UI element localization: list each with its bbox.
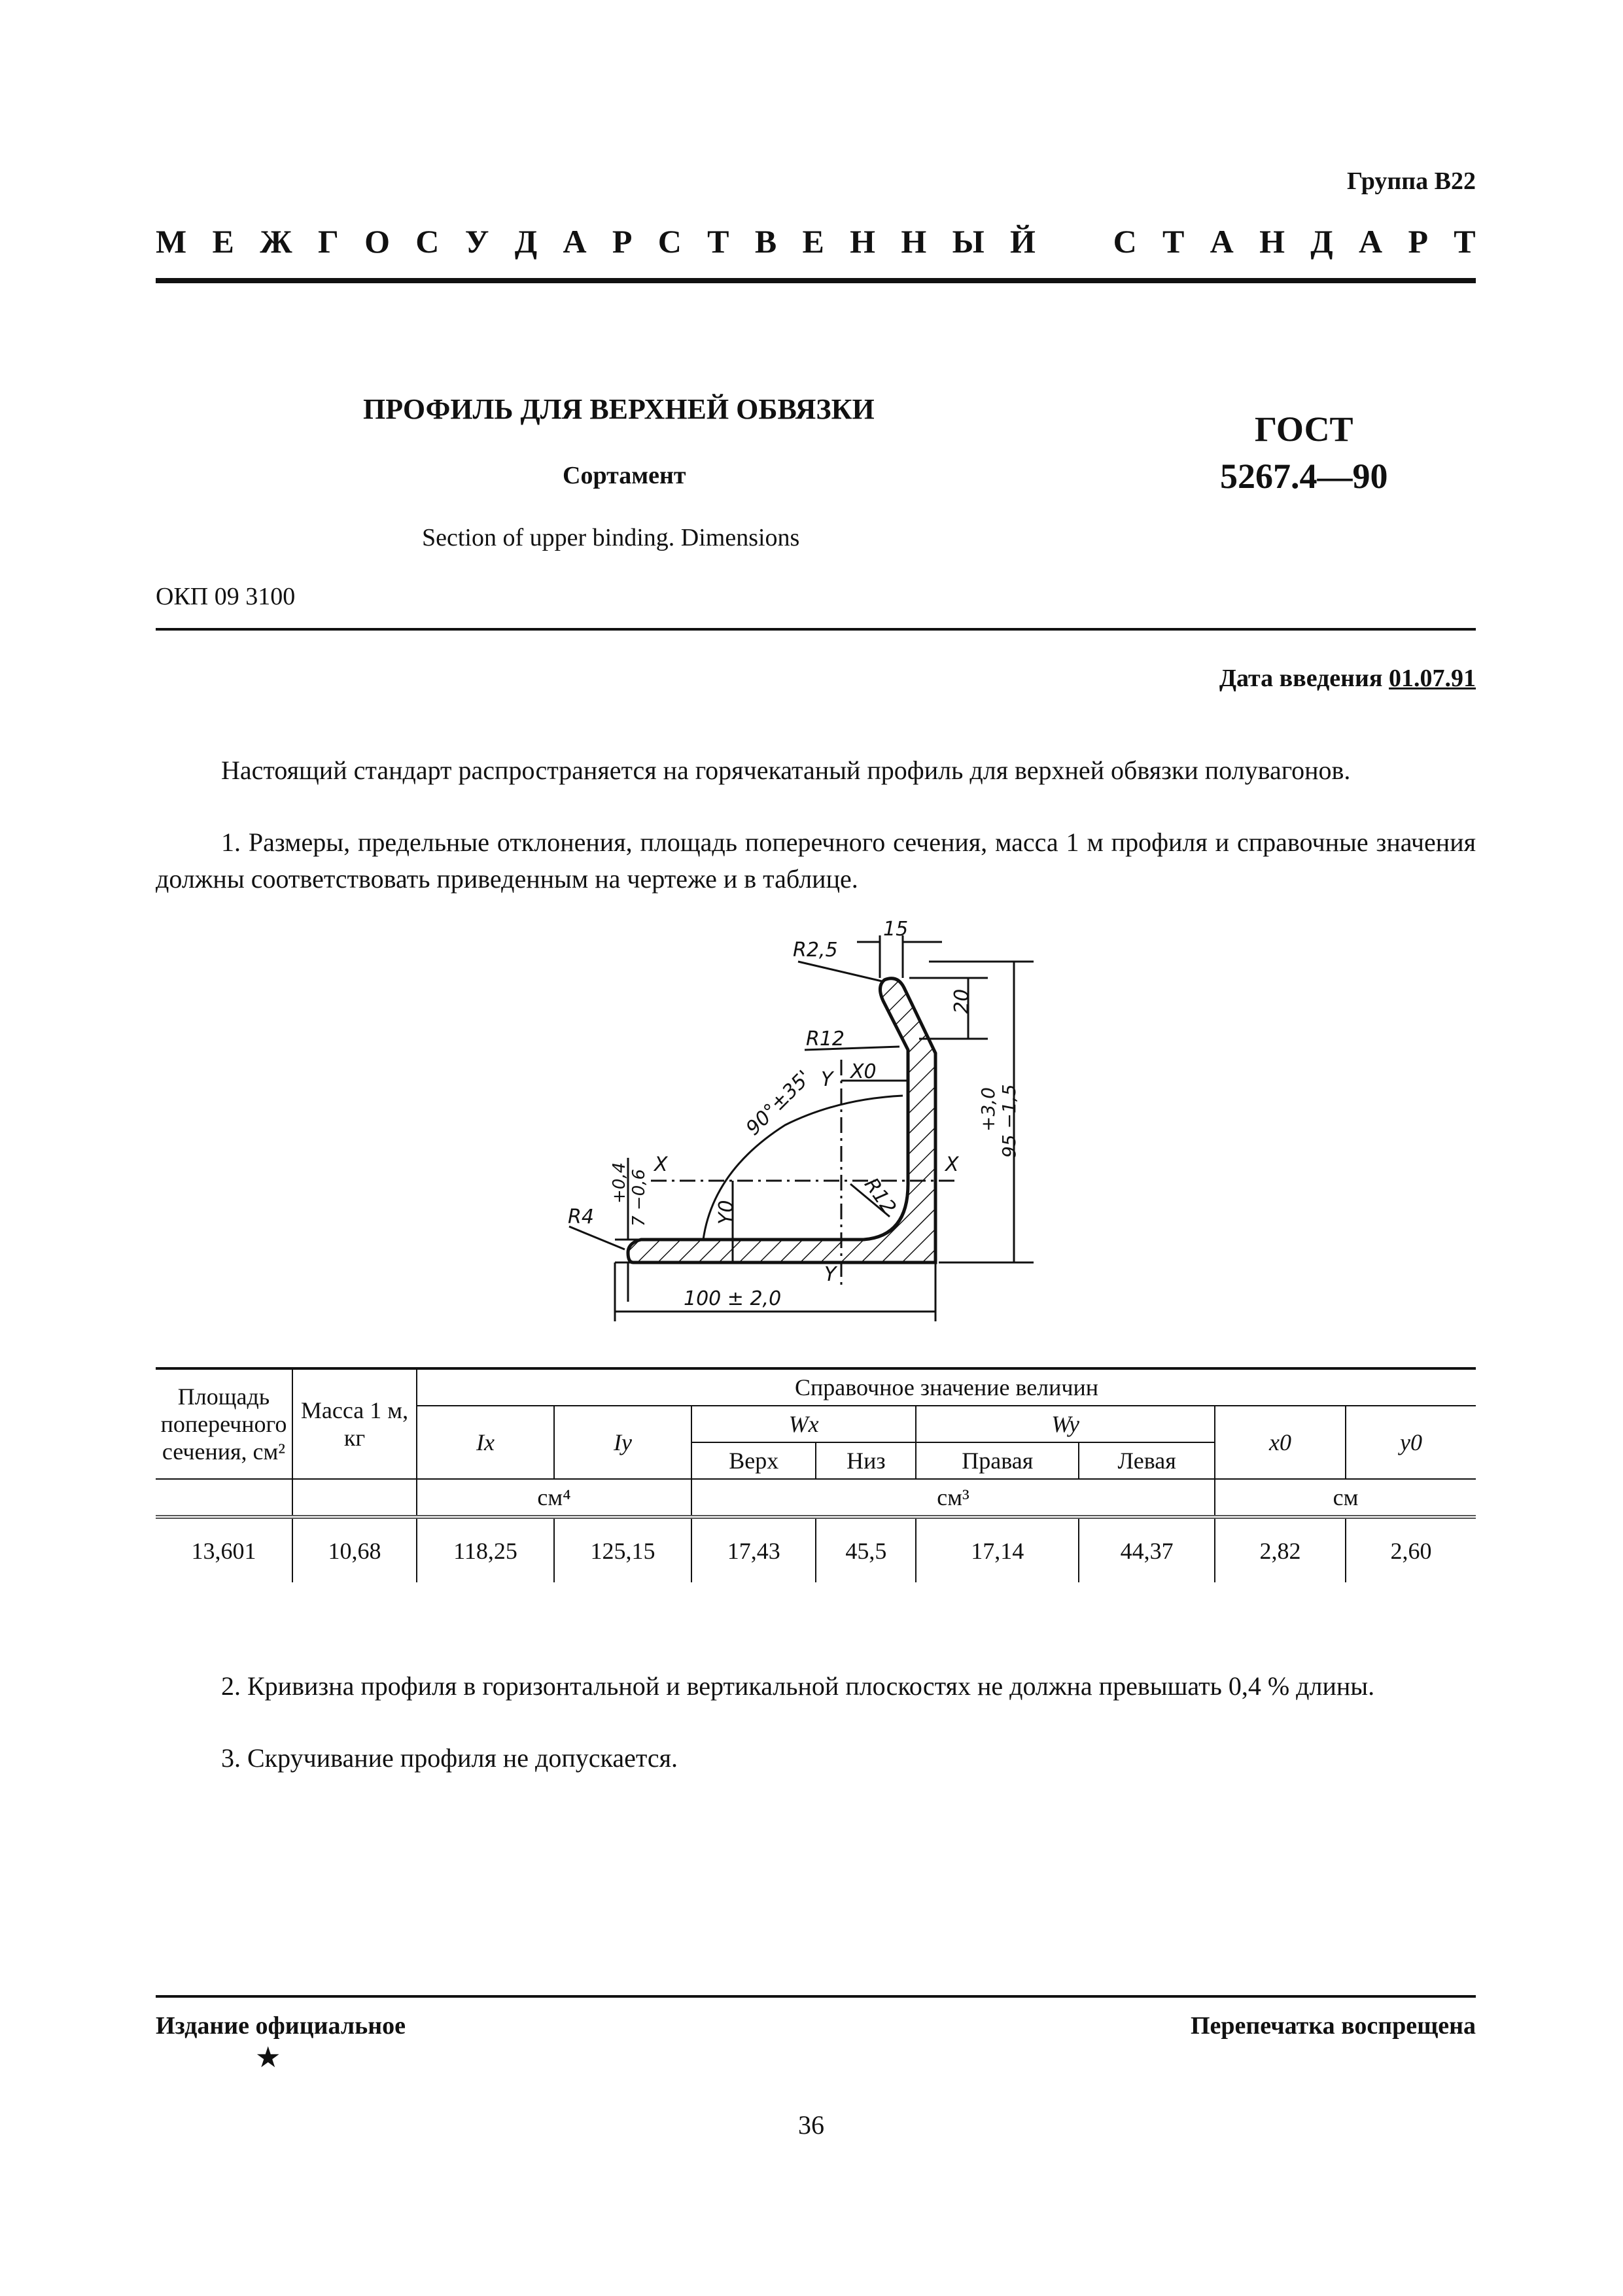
cell-area: 13,601 [156,1517,292,1582]
cell-wy-left: 44,37 [1079,1517,1215,1582]
unit-cm3: см³ [691,1479,1215,1517]
date-label: Дата введения [1219,665,1383,692]
heading-letter: Е [802,223,824,260]
units-blank-area [156,1479,292,1517]
cell-y0: 2,60 [1346,1517,1476,1582]
radius-2-5-label: R2,5 [793,939,838,962]
x0-label: X0 [850,1060,877,1083]
thickness-tolerance-plus: +0,4 [610,1162,629,1204]
interstate-standard-heading [156,222,1476,260]
scope-paragraph: Настоящий стандарт распространяется на горячекатаный профиль для верхней обвязки полувагонов. [221,756,1351,785]
header-wy-right: Правая [916,1442,1079,1479]
heading-letter: Т [1162,223,1185,260]
header-y0 [1346,1406,1476,1479]
cell-wy-right: 17,14 [916,1517,1079,1582]
heading-letter: С [657,223,682,260]
heading-letter: Ж [260,223,292,260]
heading-letter: Т [1454,223,1476,260]
header-ix [417,1406,554,1479]
heading-letter: Г [317,223,339,260]
header-wx-bottom: Низ [816,1442,916,1479]
clause-1: 1. Размеры, предельные отклонения, площадь поперечного сечения, масса 1 м профиля и справочные значения должны соответствовать приведенным на чертеже и в таблице. [156,827,1476,894]
cell-iy: 125,15 [554,1517,691,1582]
cell-wx-bottom: 45,5 [816,1517,916,1582]
heading-letter: Р [612,223,633,260]
wy-symbol: Wy [1051,1411,1079,1437]
wx-symbol: Wx [788,1411,819,1437]
header-rule [156,278,1476,283]
profile-properties-table [156,1367,1476,1582]
header-iy [554,1406,691,1479]
x-axis-left-label: X [654,1153,668,1176]
header-wx [691,1406,916,1442]
heading-letter: М [156,223,187,260]
height-tolerance-plus: +3,0 [977,1087,999,1132]
star-icon: ★ [255,2042,281,2074]
heading-letter: А [1359,223,1383,260]
heading-letter: А [563,223,587,260]
thickness-tolerance-label: 7 −0,6 [629,1169,649,1226]
heading-letter: Н [1259,223,1285,260]
y-axis-bottom-label: Y [824,1263,837,1286]
gost-code: 5267.4—90 [1220,457,1388,496]
gost-number [1220,406,1388,500]
heading-letter: Д [514,223,538,260]
heading-letter: Н [850,223,876,260]
header-x0 [1215,1406,1346,1479]
heading-letter: С [415,223,440,260]
heading-letter: Е [212,223,234,260]
radius-12-inner-label: R12 [859,1174,901,1219]
header-mass: Масса 1 м, кг [292,1368,417,1479]
date-value: 01.07.91 [1389,665,1476,692]
header-wy-left: Левая [1079,1442,1215,1479]
cell-x0: 2,82 [1215,1517,1346,1582]
heading-letter: В [754,223,777,260]
units-blank-mass [292,1479,417,1517]
dim-15-label: 15 [883,918,909,941]
footer-rule [156,1995,1476,1998]
group-code: Группа В22 [1346,167,1476,195]
heading-letter: Р [1408,223,1428,260]
gost-label: ГОСТ [1254,409,1353,449]
header-wy [916,1406,1215,1442]
heading-letter: О [364,223,390,260]
ix-symbol: Ix [476,1429,495,1455]
width-label: 100 ± 2,0 [684,1287,782,1310]
reprint-notice: Перепечатка воспрещена [1190,2012,1476,2040]
iy-symbol: Iy [614,1429,632,1455]
heading-letter: С [1113,223,1137,260]
unit-cm4: см⁴ [417,1479,691,1517]
heading-letter: А [1210,223,1234,260]
clause-2: 2. Кривизна профиля в горизонтальной и вертикальной плоскостях не должна превышать 0,4 % длины. [221,1671,1375,1701]
x-axis-right-label: X [945,1153,959,1176]
heading-letter: Й [1010,223,1036,260]
header-area: Площадь поперечного сечения, см² [156,1368,292,1479]
heading-letter: У [464,223,489,260]
official-edition: Издание официальное [156,2012,406,2040]
cell-wx-top: 17,43 [691,1517,816,1582]
unit-cm: см [1215,1479,1476,1517]
angle-label: 90°±35' [741,1066,816,1140]
english-title: Section of upper binding. Dimensions [422,524,800,551]
dim-20-label: 20 [951,988,973,1014]
introduction-date [1219,664,1476,693]
okp-code: ОКП 09 3100 [156,583,296,610]
heading-letter: Ы [952,223,985,260]
profile-section [628,979,935,1262]
clause-3: 3. Скручивание профиля не допускается. [221,1743,678,1773]
cell-ix: 118,25 [417,1517,554,1582]
height-tolerance-label: 95 −1,5 [998,1084,1020,1158]
radius-4-label: R4 [568,1206,594,1228]
y0-label: Y0 [715,1200,738,1225]
word-gap [1061,222,1087,260]
title-rule [156,628,1476,631]
profile-drawing [563,909,1060,1354]
x0-symbol: x0 [1269,1429,1291,1455]
page-number: 36 [798,2110,824,2140]
cell-mass: 10,68 [292,1517,417,1582]
y0-symbol: y0 [1400,1429,1422,1455]
header-wx-top: Верх [691,1442,816,1479]
heading-letter: Д [1310,223,1333,260]
document-title: ПРОФИЛЬ ДЛЯ ВЕРХНЕЙ ОБВЯЗКИ [363,393,875,425]
y-axis-top-label: Y [821,1068,833,1091]
heading-letter: Т [707,223,729,260]
radius-12-top-label: R12 [806,1028,845,1051]
heading-letter: Н [901,223,927,260]
document-subtitle: Сортамент [563,462,686,489]
header-reference: Справочное значение величин [417,1368,1476,1406]
